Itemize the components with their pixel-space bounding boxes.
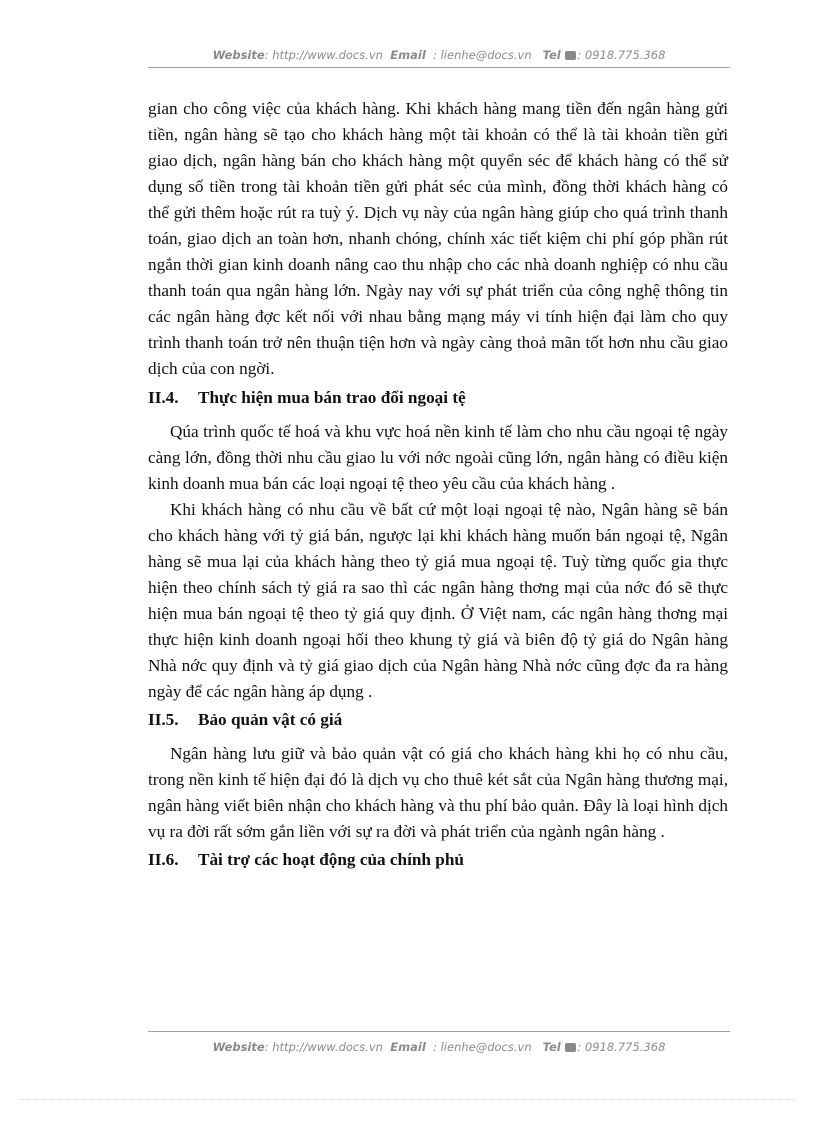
paragraph-3: Khi khách hàng có nhu cầu về bất cứ một loại ngoại tệ nào, Ngân hàng sẽ bán cho khách hàng với tỷ giá bán, ngược lại khi khách hàng muốn bán ngoại tệ, Ngân hàng sẽ mua lại của khách hàng theo tỷ giá mua ngoại tệ. Tuỳ từng quốc gia thực hiện theo chính sách tỷ giá ra sao thì các ngân hàng thơng mại của nớc đó sẽ thực hiện mua bán ngoại tệ theo tỷ giá quy định. Ở Việt nam, các ngân hàng thơng mại thực hiện kinh doanh ngoại hối theo khung tỷ giá và biên độ tỷ giá do Ngân hàng Nhà nớc quy định và tỷ giá giao dịch của Ngân hàng Nhà nớc cũng đợc đa ra hàng ngày để các ngân hàng áp dụng . xyxy=(148,499,728,701)
header-tel-label: Tel xyxy=(542,48,561,62)
phone-icon xyxy=(565,51,576,60)
section-number: II.5. xyxy=(148,710,179,730)
header-email-value: : lienhe@docs.vn xyxy=(433,48,532,62)
section-heading-ii-4 xyxy=(148,383,728,413)
header-email-label: Email xyxy=(390,48,426,62)
footer-email-label: Email xyxy=(390,1040,426,1054)
section-title: Bảo quản vật có giá xyxy=(198,710,343,730)
footer-website-label: Website xyxy=(212,1040,265,1054)
header-rule xyxy=(148,67,730,68)
section-heading-ii-5 xyxy=(148,705,728,735)
footer-tel-label: Tel xyxy=(542,1040,561,1054)
section-title: Thực hiện mua bán trao đổi ngoại tệ xyxy=(198,387,466,407)
page-footer xyxy=(148,1040,730,1054)
header-website-label: Website xyxy=(212,48,265,62)
phone-icon xyxy=(565,1043,576,1052)
footer-rule xyxy=(148,1031,730,1032)
footer-email-value: : lienhe@docs.vn xyxy=(433,1040,532,1054)
footer-website-value: : http://www.docs.vn xyxy=(264,1040,383,1054)
paragraph-4: Ngân hàng lưu giữ và bảo quản vật có giá cho khách hàng khi họ có nhu cầu, trong nền kinh tế hiện đại đó là dịch vụ cho thuê két sắt của Ngân hàng thương mại, ngân hàng viết biên nhận cho khách hàng và thu phí bảo quản. Đây là loại hình dịch vụ ra đời rất sớm gắn liền với sự ra đời và phát triển của ngành ngân hàng . xyxy=(148,744,728,842)
document-body xyxy=(148,96,728,875)
paragraph-1: gian cho công việc của khách hàng. Khi khách hàng mang tiền đến ngân hàng gửi tiền, ngân hàng sẽ tạo cho khách hàng một tài khoản có thể là tài khoản tiền gửi giao dịch, ngân hàng bán cho khách hàng một quyển séc để khách hàng có thể sử dụng số tiền trong tài khoản tiền gửi phát séc của mình, đồng thời khách hàng có thể gửi thêm hoặc rút ra tuỳ ý. Dịch vụ này của ngân hàng giúp cho quá trình thanh toán, giao dịch an toàn hơn, nhanh chóng, chính xác tiết kiệm chi phí góp phần rút ngắn thời gian kinh doanh nâng cao thu nhập cho các nhà doanh nghiệp có nhu cầu thanh toán qua ngân hàng lớn. Ngày nay với sự phát triển của công nghệ thông tin các ngân hàng đợc kết nối với nhau bằng mạng máy vi tính hiện đại làm cho quy trình thanh toán trở nên thuận tiện hơn và ngày càng thoả mãn tốt hơn nhu cầu giao dịch của con ngời. xyxy=(148,99,728,379)
page-header xyxy=(148,48,730,62)
paragraph-2: Qúa trình quốc tế hoá và khu vực hoá nền kinh tế làm cho nhu cầu ngoại tệ ngày càng lớn, đồng thời nhu cầu giao lu với nớc ngoài cũng lớn, ngân hàng có điều kiện kinh doanh mua bán các loại ngoại tệ theo yêu cầu của khách hàng . xyxy=(148,421,728,493)
section-title: Tài trợ các hoạt động của chính phủ xyxy=(198,850,464,870)
section-number: II.4. xyxy=(148,387,179,407)
footer-tel-value: : 0918.775.368 xyxy=(577,1040,666,1054)
section-number: II.6. xyxy=(148,850,179,870)
header-website-value: : http://www.docs.vn xyxy=(264,48,383,62)
section-heading-ii-6 xyxy=(148,845,728,875)
page-bottom-border xyxy=(20,1099,796,1100)
header-tel-value: : 0918.775.368 xyxy=(577,48,666,62)
